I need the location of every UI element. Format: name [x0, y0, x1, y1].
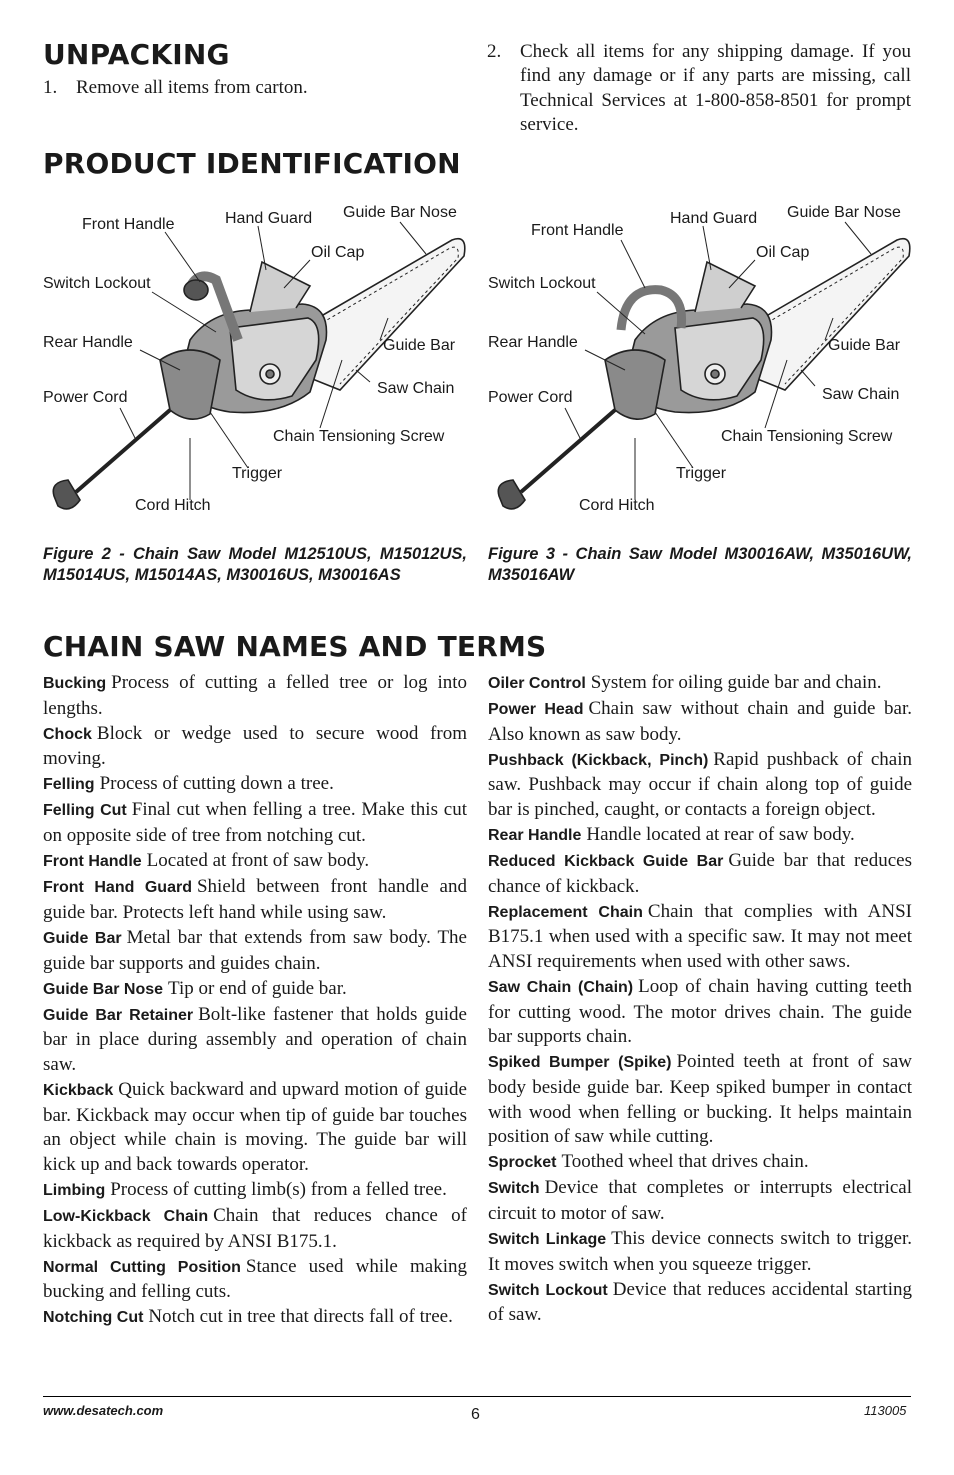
term-definition: Stance used while making bucking and felling cuts.: [43, 1255, 467, 1303]
terms-heading: CHAIN SAW NAMES AND TERMS: [43, 630, 547, 663]
term-name: Oiler Control: [488, 675, 586, 692]
term-name: Replacement Chain: [488, 903, 643, 921]
figure2-label-trigger: Trigger: [232, 465, 283, 482]
figure3-label-hand-guard: Hand Guard: [670, 210, 758, 227]
footer-doc-number: 113005: [864, 1403, 907, 1418]
figure3-label-chain-tensioning-screw: Chain Tensioning Screw: [721, 428, 893, 445]
figure3-label-rear-handle: Rear Handle: [488, 334, 578, 351]
term-definition: Guide bar that reduces chance of kickback.: [488, 850, 912, 897]
term-name: Switch Lockout: [488, 1281, 608, 1299]
term-entry: [43, 849, 467, 875]
term-definition: Process of cutting a felled tree or log into lengths.: [43, 672, 467, 719]
term-name: Reduced Kickback Guide Bar: [488, 853, 724, 871]
term-entry: [488, 900, 912, 975]
figure2-label-switch-lockout: Switch Lockout: [43, 275, 151, 292]
term-entry: [488, 671, 912, 697]
term-definition: Device that completes or interrupts electrical circuit to motor of saw.: [488, 1177, 912, 1224]
figure3-label-guide-bar-nose: Guide Bar Nose: [787, 204, 901, 221]
figure3-label-trigger: Trigger: [676, 465, 727, 482]
term-entry: [488, 975, 912, 1050]
term-definition: Notch cut in tree that directs fall of tree.: [148, 1306, 453, 1328]
term-entry: [488, 1050, 912, 1149]
term-definition: This device connects switch to trigger. It moves switch when you squeeze trigger.: [488, 1228, 912, 1275]
term-entry: [43, 977, 467, 1003]
terms-right-column: [488, 671, 912, 1328]
term-name: Chock: [43, 725, 92, 743]
term-entry: [488, 1150, 912, 1176]
figure2-label-oil-cap: Oil Cap: [311, 244, 365, 261]
term-name: Switch Linkage: [488, 1231, 607, 1249]
term-definition: Chain that reduces chance of kickback as required by ANSI B175.1.: [43, 1204, 467, 1252]
term-entry: [43, 926, 467, 976]
term-name: Guide Bar: [43, 929, 122, 947]
term-definition: Final cut when felling a tree. Make this cut on opposite side of tree from notching cut.: [43, 799, 468, 847]
figure2-caption: Figure 2 - Chain Saw Model M12510US, M15012US, M15014US, M15014AS, M30016US, M30016AS: [43, 545, 467, 584]
term-definition: Handle located at rear of saw body.: [586, 824, 855, 846]
term-name: Spiked Bumper (Spike): [488, 1054, 672, 1072]
term-definition: Metal bar that extends from saw body. The guide bar supports and guides chain.: [43, 926, 467, 974]
figure2-label-guide-bar: Guide Bar: [383, 337, 456, 354]
term-name: Bucking: [43, 675, 107, 692]
term-name: Limbing: [43, 1181, 106, 1199]
term-entry: [43, 671, 467, 721]
figure3-label-saw-chain: Saw Chain: [822, 386, 900, 403]
term-definition: Device that reduces accidental starting of saw.: [488, 1278, 912, 1326]
figure2-label-front-handle: Front Handle: [82, 216, 175, 233]
step-text: Remove all items from carton.: [76, 77, 308, 98]
step-number: 1.: [43, 77, 58, 98]
step-text: Check all items for any shipping damage. If you find any damage or if any parts are missing, call Technical Services at 1-800-858-8501 for prompt service.: [520, 41, 911, 135]
term-entry: [43, 1255, 467, 1305]
term-entry: [488, 849, 912, 899]
term-name: Front Hand Guard: [43, 879, 192, 897]
figure2-label-guide-bar-nose: Guide Bar Nose: [343, 204, 457, 221]
term-name: Felling: [43, 776, 95, 794]
term-entry: [488, 1176, 912, 1226]
product-identification-heading: PRODUCT IDENTIFICATION: [43, 147, 461, 180]
term-definition: Block or wedge used to secure wood from moving.: [43, 722, 467, 770]
figure2-label-rear-handle: Rear Handle: [43, 334, 133, 351]
term-definition: Loop of chain having cutting teeth for cutting wood. The motor drives chain. The guide bar supports chain.: [488, 976, 913, 1048]
term-name: Felling Cut: [43, 802, 127, 820]
term-name: Guide Bar Retainer: [43, 1006, 194, 1024]
term-name: Normal Cutting Position: [43, 1258, 241, 1276]
term-entry: [43, 875, 467, 925]
figure3-label-guide-bar: Guide Bar: [828, 337, 901, 354]
figure2-label-hand-guard: Hand Guard: [225, 210, 313, 227]
term-definition: Shield between front handle and guide bar. Protects left hand while using saw.: [43, 876, 467, 923]
term-definition: Bolt-like fastener that holds guide bar in place during assembly and operation of chain saw.: [43, 1003, 467, 1075]
footer-divider: [43, 1396, 911, 1397]
term-name: Kickback: [43, 1082, 114, 1099]
term-entry: [488, 748, 912, 823]
figure2-label-power-cord: Power Cord: [43, 389, 128, 406]
figure3-label-power-cord: Power Cord: [488, 389, 573, 406]
figure2-label-cord-hitch: Cord Hitch: [135, 497, 211, 514]
term-entry: [43, 1078, 467, 1177]
term-name: Rear Handle: [488, 827, 582, 845]
term-entry: [43, 1003, 467, 1078]
term-definition: Chain saw without chain and guide bar. Also known as saw body.: [488, 698, 912, 745]
figure3-label-front-handle: Front Handle: [531, 222, 624, 239]
term-definition: Located at front of saw body.: [146, 850, 370, 872]
figure3-label-oil-cap: Oil Cap: [756, 244, 810, 261]
footer-page-number: 6: [471, 1406, 480, 1423]
term-name: Sprocket: [488, 1154, 557, 1172]
term-entry: [43, 1204, 467, 1254]
term-entry: [43, 1305, 467, 1331]
terms-left-column: [43, 671, 467, 1331]
term-entry: [43, 798, 467, 848]
term-name: Guide Bar Nose: [43, 980, 164, 998]
figure2-label-saw-chain: Saw Chain: [377, 380, 455, 397]
term-entry: [43, 1178, 467, 1204]
figure3-label-cord-hitch: Cord Hitch: [579, 497, 655, 514]
term-definition: Chain that complies with ANSI B175.1 when used with a specific saw. It may not meet ANSI requirements when used with other saws.: [488, 900, 913, 973]
figure3-label-switch-lockout: Switch Lockout: [488, 275, 596, 292]
term-entry: [488, 823, 912, 849]
term-entry: [43, 772, 467, 798]
term-definition: Pointed teeth at front of saw body beside guide bar. Keep spiked bumper in contact with wood when felling or bucking. It helps maintain position of saw while cutting.: [488, 1051, 912, 1148]
figure3-caption: Figure 3 - Chain Saw Model M30016AW, M35016UW, M35016AW: [488, 545, 912, 584]
term-entry: [488, 1227, 912, 1277]
figure2-label-chain-tensioning-screw: Chain Tensioning Screw: [273, 428, 445, 445]
term-entry: [488, 697, 912, 747]
term-definition: Process of cutting limb(s) from a felled tree.: [110, 1178, 447, 1200]
term-definition: Toothed wheel that drives chain.: [561, 1151, 809, 1173]
term-definition: System for oiling guide bar and chain.: [590, 672, 882, 693]
term-name: Pushback (Kickback, Pinch): [488, 751, 709, 769]
term-name: Low-Kickback Chain: [43, 1207, 209, 1225]
unpacking-heading: UNPACKING: [43, 38, 230, 71]
term-definition: Quick backward and upward motion of guide bar. Kickback may occur when tip of guide bar touches an object while chain is moving. The guide bar will kick up and back towards operator.: [43, 1079, 467, 1175]
term-definition: Rapid pushback of chain saw. Pushback may occur if chain along top of guide bar is pinched, caught, or contacts a foreign object.: [488, 748, 912, 820]
unpacking-step-2: [487, 40, 911, 136]
term-definition: Process of cutting down a tree.: [99, 773, 334, 795]
term-name: Notching Cut: [43, 1309, 144, 1327]
term-definition: Tip or end of guide bar.: [168, 977, 347, 999]
step-number: 2.: [487, 41, 502, 62]
term-entry: [488, 1278, 912, 1328]
term-name: Power Head: [488, 701, 584, 719]
footer-website: www.desatech.com: [43, 1403, 164, 1418]
term-entry: [43, 722, 467, 772]
term-name: Switch: [488, 1180, 540, 1198]
term-name: Saw Chain (Chain): [488, 979, 634, 997]
term-name: Front Handle: [43, 853, 142, 871]
